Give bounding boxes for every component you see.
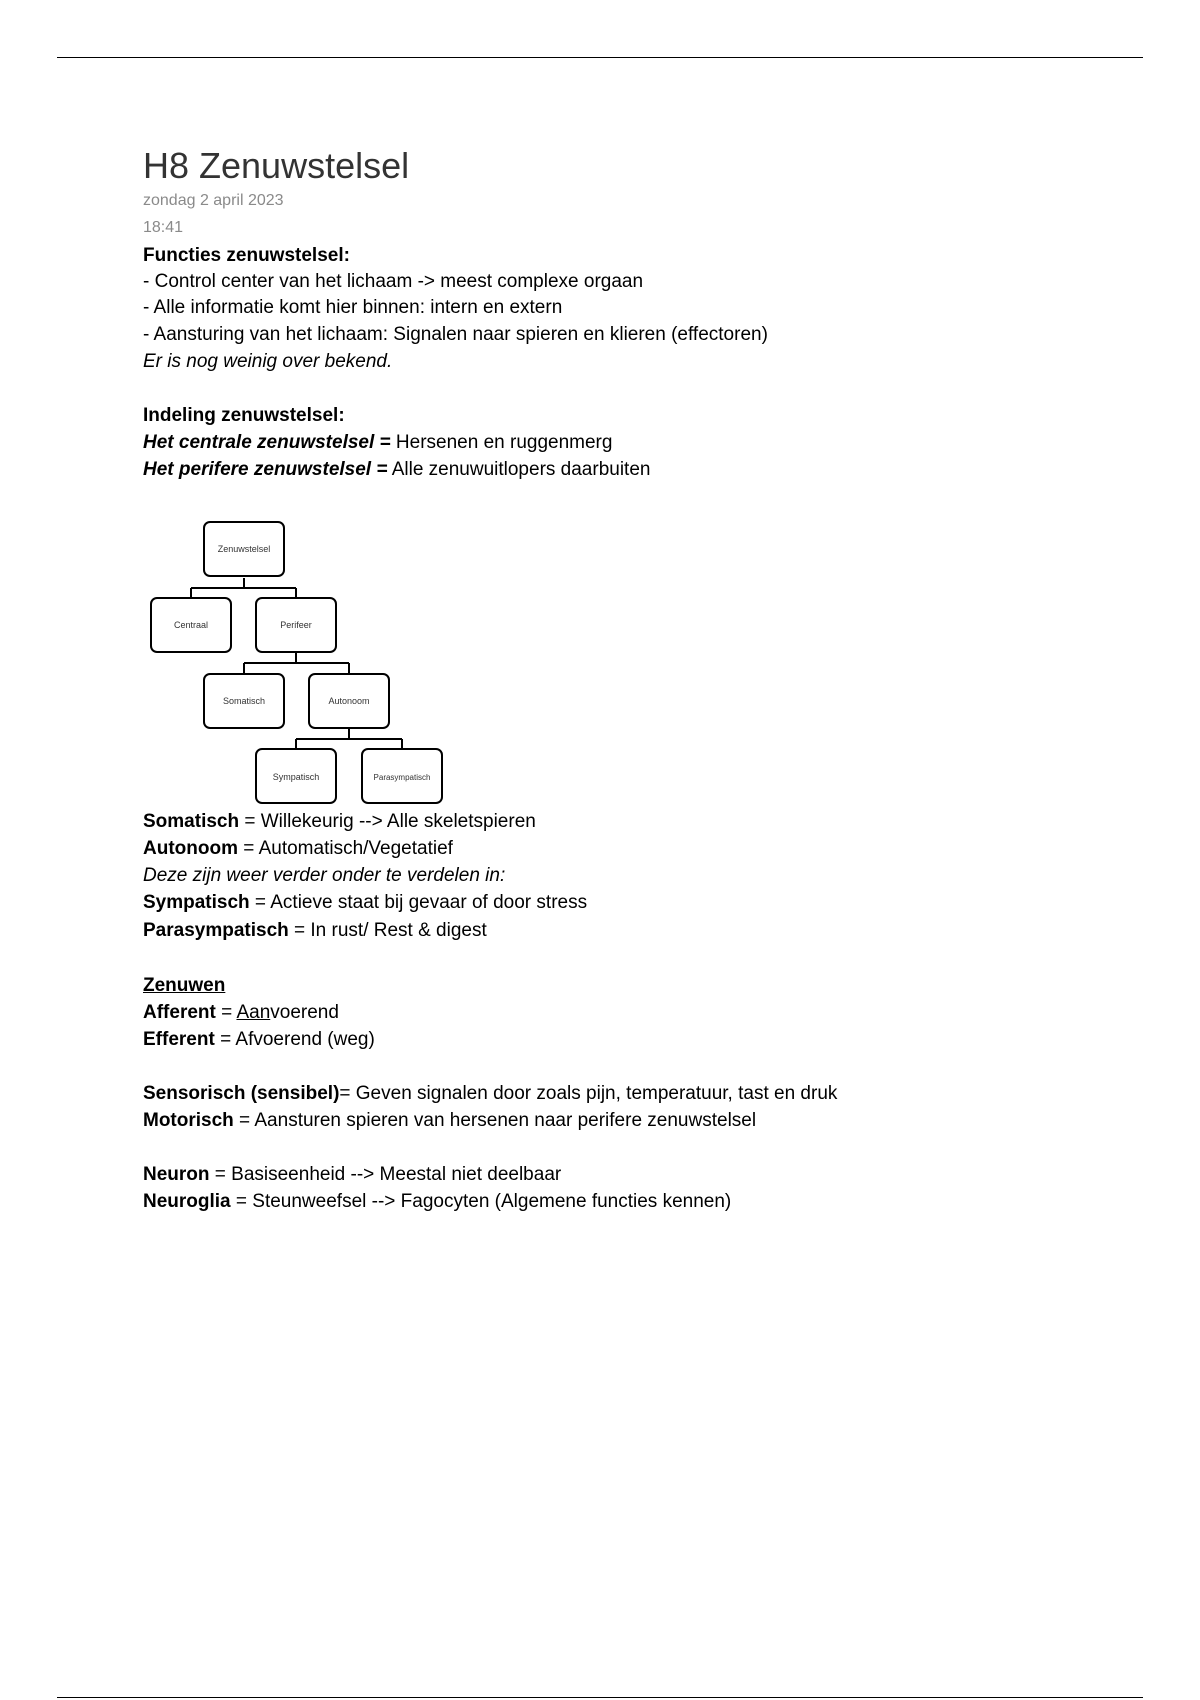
nervous-system-hierarchy-diagram: [147, 518, 447, 808]
somatisch-def: = Willekeurig --> Alle skeletspieren: [239, 811, 536, 832]
autonoom-definition: [143, 836, 453, 862]
neuron-def: = Basiseenheid --> Meestal niet deelbaar: [209, 1164, 562, 1185]
edge-autonoom: [296, 729, 402, 749]
top-rule: [57, 57, 1143, 58]
node-label-zenuwstelsel: Zenuwstelsel: [217, 544, 271, 554]
centraal-term: Het centrale zenuwstelsel =: [143, 432, 391, 453]
functies-item: - Control center van het lichaam -> meest complexe orgaan: [143, 271, 644, 292]
centraal-definition: [143, 430, 612, 456]
edge-root: [191, 578, 296, 598]
functies-item: - Aansturing van het lichaam: Signalen naar spieren en klieren (effectoren): [143, 324, 768, 345]
edge-perifeer: [244, 653, 349, 674]
diagram-node-autonoom: [309, 674, 389, 728]
neuron-definition: [143, 1162, 561, 1188]
sensorisch-definition: [143, 1081, 837, 1107]
somatisch-definition: [143, 809, 536, 835]
neuron-term: Neuron: [143, 1164, 210, 1185]
parasympatisch-term: Parasympatisch: [143, 920, 289, 941]
bottom-rule: [57, 1697, 1143, 1698]
perifeer-term: Het perifere zenuwstelsel =: [143, 459, 388, 480]
afferent-eq: =: [215, 1002, 237, 1023]
efferent-def-b: ): [368, 1029, 375, 1050]
efferent-def-a: Afvoerend (we: [235, 1029, 358, 1050]
afferent-term: Afferent: [143, 1002, 216, 1023]
afferent-definition: [143, 1000, 339, 1026]
verdeling-note: Deze zijn weer verder onder te verdelen in:: [143, 865, 506, 886]
diagram-node-sympatisch: [256, 749, 336, 803]
motorisch-def: = Aansturen spieren van hersenen naar perifere zenuwstelsel: [233, 1110, 757, 1131]
efferent-eq: =: [214, 1029, 236, 1050]
node-label-parasympatisch: Parasympatisch: [373, 773, 431, 782]
node-label-autonoom: Autonoom: [328, 696, 370, 706]
diagram-node-somatisch: [204, 674, 284, 728]
page-date: zondag 2 april 2023: [143, 192, 284, 209]
node-label-somatisch: Somatisch: [222, 696, 266, 706]
parasympatisch-def: = In rust/ Rest & digest: [288, 920, 487, 941]
somatisch-term: Somatisch: [143, 811, 240, 832]
node-label-perifeer: Perifeer: [280, 620, 312, 630]
page-time: 18:41: [143, 219, 184, 236]
neuroglia-term: Neuroglia: [143, 1191, 231, 1212]
page-title: H8 Zenuwstelsel: [143, 145, 410, 186]
sympatisch-def: = Actieve staat bij gevaar of door stress: [249, 892, 588, 913]
node-label-centraal: Centraal: [173, 620, 209, 630]
perifeer-def: Alle zenuwuitlopers daarbuiten: [387, 459, 651, 480]
autonoom-def: = Automatisch/Vegetatief: [237, 838, 453, 859]
centraal-def: Hersenen en ruggenmerg: [390, 432, 613, 453]
functies-heading: Functies zenuwstelsel:: [143, 245, 350, 266]
autonoom-term: Autonoom: [143, 838, 238, 859]
efferent-underlined: g: [357, 1029, 369, 1050]
sympatisch-term: Sympatisch: [143, 892, 250, 913]
diagram-node-parasympatisch: [362, 749, 442, 803]
motorisch-term: Motorisch: [143, 1110, 234, 1131]
motorisch-definition: [143, 1108, 756, 1134]
sympatisch-definition: [143, 890, 587, 916]
perifeer-definition: [143, 457, 650, 483]
indeling-heading: Indeling zenuwstelsel:: [143, 405, 345, 426]
diagram-node-centraal: [151, 598, 231, 652]
afferent-rest: voerend: [270, 1002, 339, 1023]
functies-note: Er is nog weinig over bekend.: [143, 351, 393, 372]
diagram-node-zenuwstelsel: [204, 522, 284, 576]
efferent-term: Efferent: [143, 1029, 215, 1050]
neuroglia-def: = Steunweefsel --> Fagocyten (Algemene functies kennen): [230, 1191, 732, 1212]
afferent-underlined: Aan: [236, 1002, 271, 1023]
neuroglia-definition: [143, 1189, 731, 1215]
diagram-node-perifeer: [256, 598, 336, 652]
zenuwen-heading: Zenuwen: [143, 975, 226, 996]
efferent-definition: [143, 1027, 375, 1053]
functies-item: - Alle informatie komt hier binnen: intern en extern: [143, 297, 563, 318]
sensorisch-term: Sensorisch (sensibel): [143, 1083, 340, 1104]
node-label-sympatisch: Sympatisch: [272, 772, 320, 782]
parasympatisch-definition: [143, 918, 487, 944]
sensorisch-def: = Geven signalen door zoals pijn, temperatuur, tast en druk: [339, 1083, 838, 1104]
